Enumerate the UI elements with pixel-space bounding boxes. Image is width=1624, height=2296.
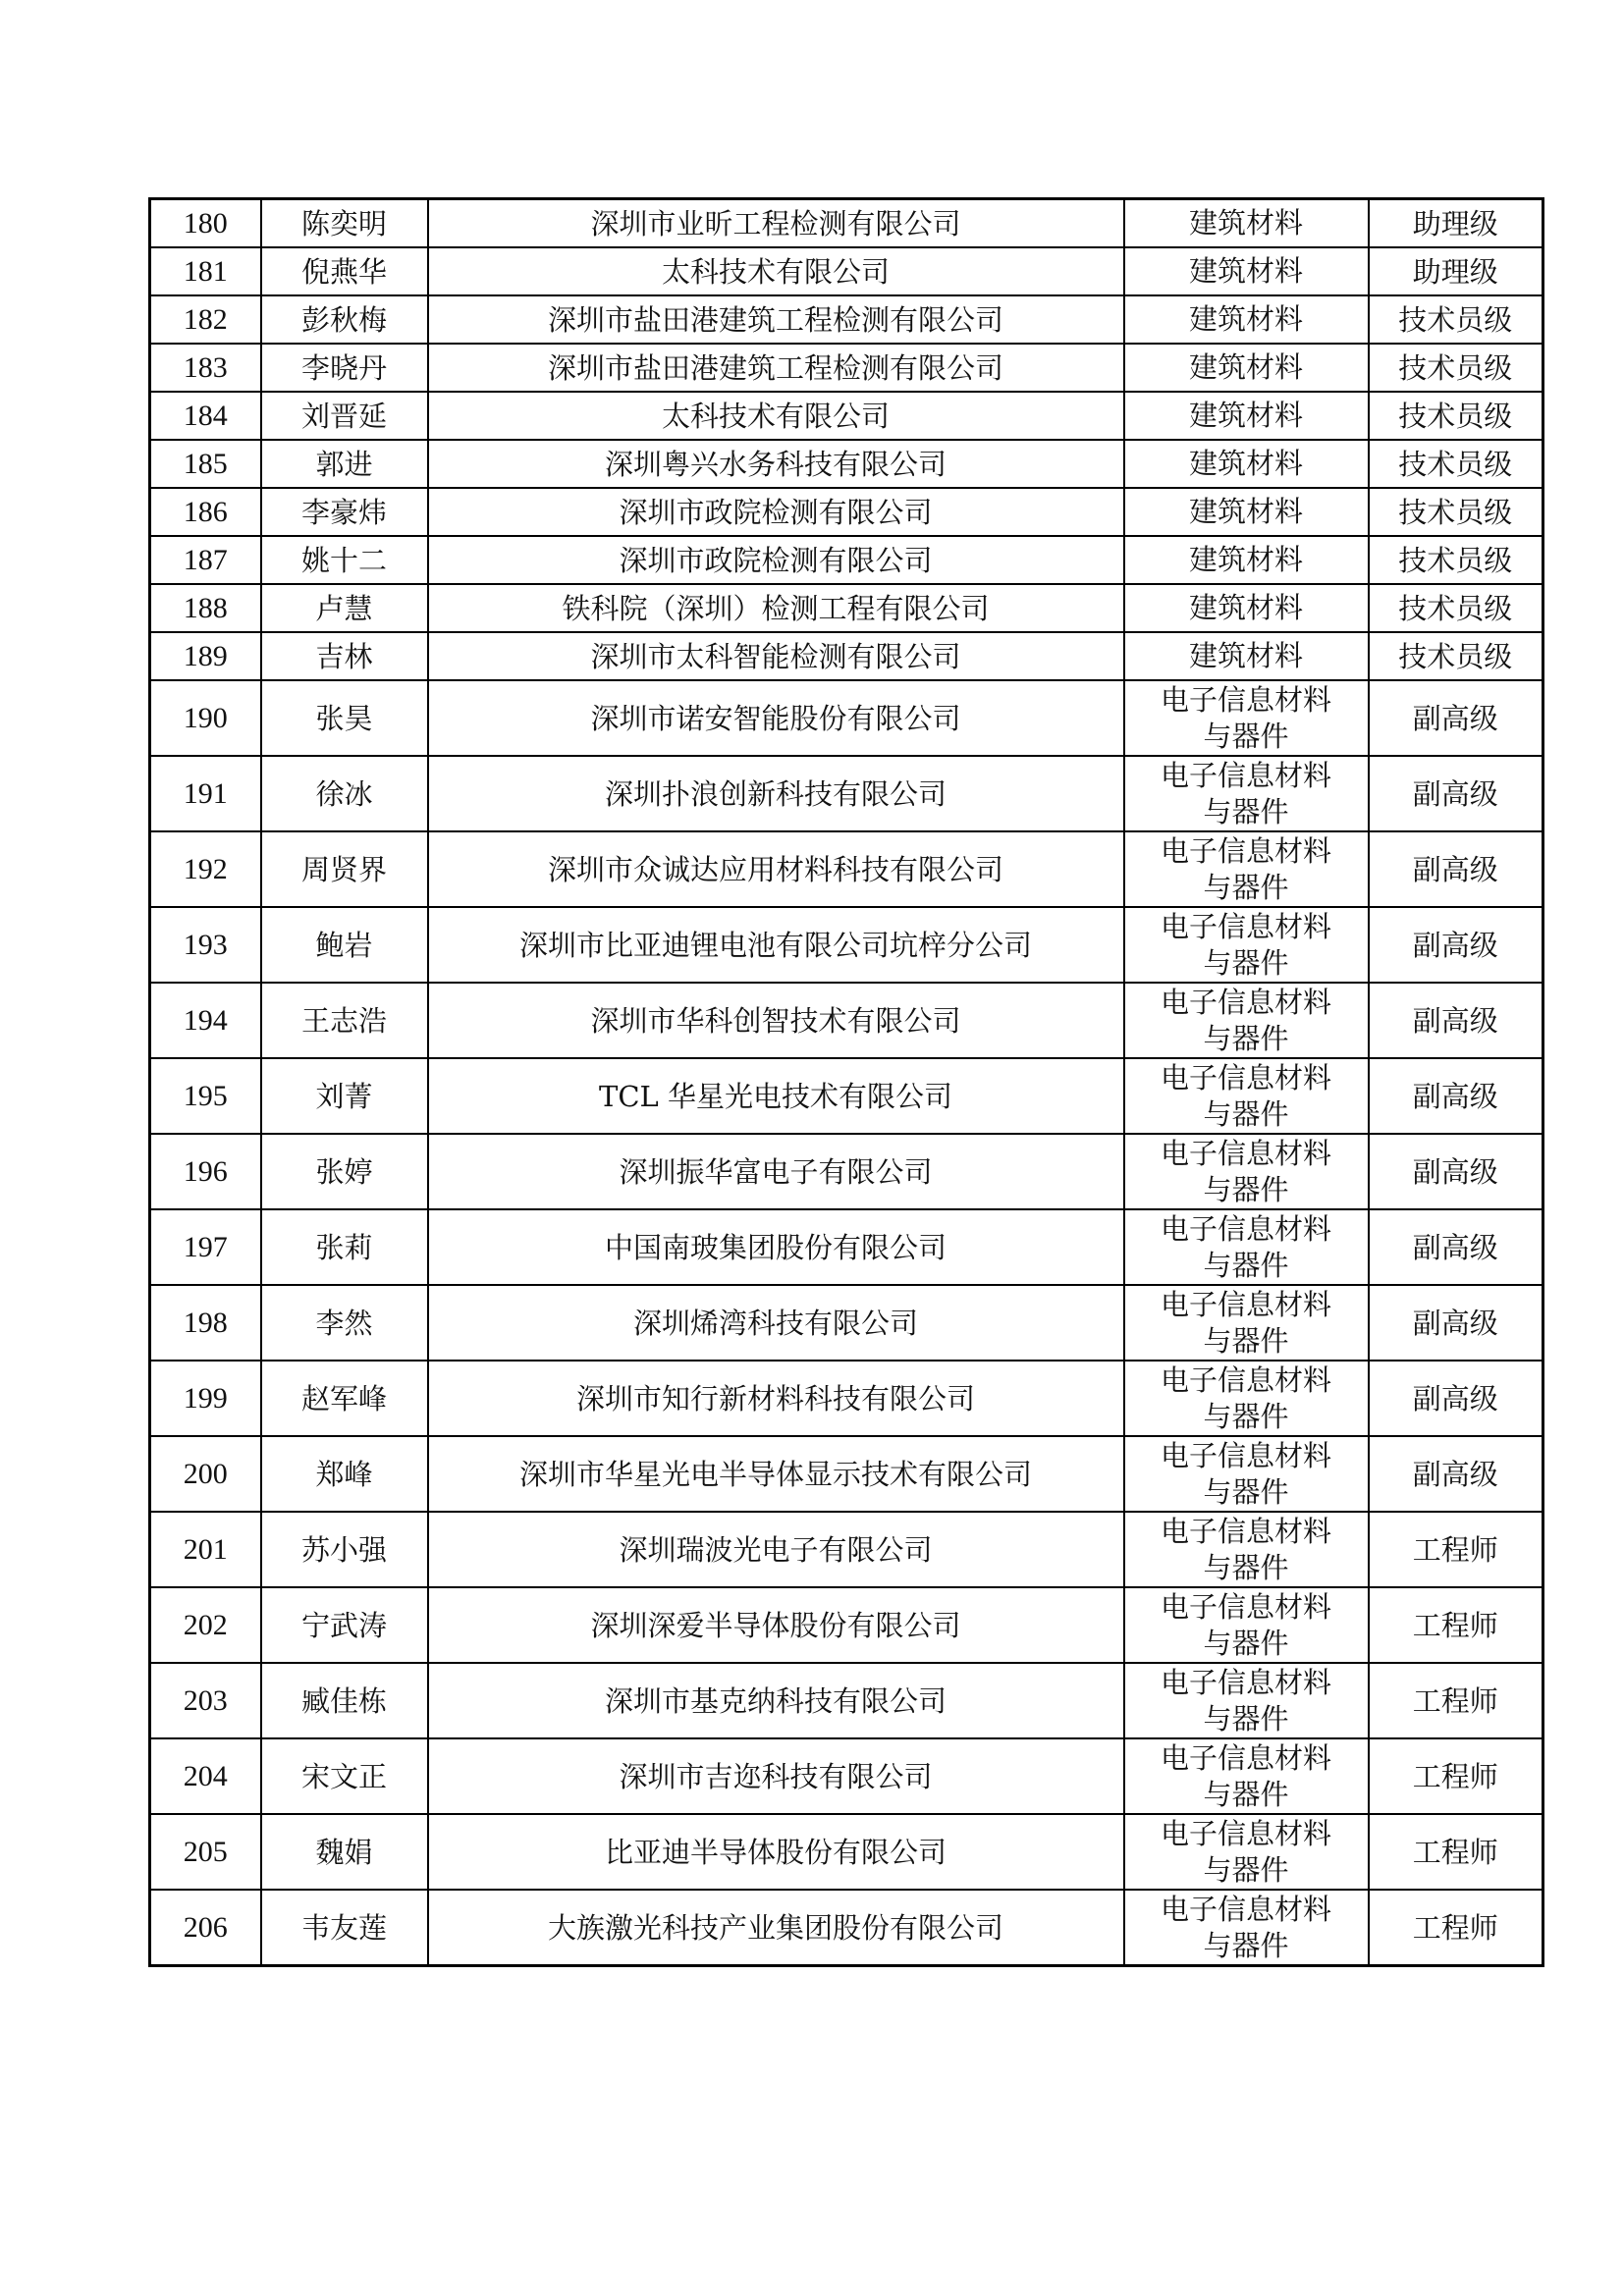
table-row	[150, 1738, 1543, 1814]
row-number-cell: 205	[150, 1814, 261, 1890]
row-number-cell: 196	[150, 1134, 261, 1209]
level-cell: 工程师	[1369, 1814, 1543, 1890]
table-row	[150, 1285, 1543, 1361]
major-text: 电子信息材料与器件	[1160, 1665, 1331, 1735]
major-cell: 建筑材料	[1124, 536, 1369, 584]
roster-table-body	[150, 199, 1543, 1966]
level-cell: 副高级	[1369, 1209, 1543, 1285]
person-name-cell: 李豪炜	[261, 488, 428, 536]
table-row	[150, 1209, 1543, 1285]
organization-cell: 深圳振华富电子有限公司	[428, 1134, 1124, 1209]
major-text: 电子信息材料与器件	[1160, 1362, 1331, 1433]
row-number-cell: 193	[150, 907, 261, 983]
row-number-cell: 180	[150, 199, 261, 248]
organization-cell: 深圳深爱半导体股份有限公司	[428, 1587, 1124, 1663]
major-text: 电子信息材料与器件	[1160, 1438, 1331, 1509]
row-number-cell: 184	[150, 392, 261, 440]
table-row	[150, 536, 1543, 584]
person-name-cell: 赵军峰	[261, 1361, 428, 1436]
level-cell: 副高级	[1369, 983, 1543, 1058]
major-cell: 建筑材料	[1124, 488, 1369, 536]
row-number-cell: 182	[150, 295, 261, 344]
major-cell	[1124, 1814, 1369, 1890]
major-cell: 建筑材料	[1124, 344, 1369, 392]
row-number-cell: 189	[150, 632, 261, 680]
major-cell	[1124, 1663, 1369, 1738]
row-number-cell: 194	[150, 983, 261, 1058]
person-name-cell: 刘晋延	[261, 392, 428, 440]
table-row	[150, 440, 1543, 488]
level-cell: 技术员级	[1369, 392, 1543, 440]
person-name-cell: 张昊	[261, 680, 428, 756]
person-name-cell: 臧佳栋	[261, 1663, 428, 1738]
major-cell	[1124, 1209, 1369, 1285]
person-name-cell: 韦友莲	[261, 1890, 428, 1966]
level-cell: 副高级	[1369, 907, 1543, 983]
organization-cell: 深圳扑浪创新科技有限公司	[428, 756, 1124, 831]
major-text: 电子信息材料与器件	[1160, 1136, 1331, 1206]
row-number-cell: 181	[150, 247, 261, 295]
organization-cell: 深圳市华科创智技术有限公司	[428, 983, 1124, 1058]
major-text: 电子信息材料与器件	[1160, 1589, 1331, 1660]
major-cell: 建筑材料	[1124, 440, 1369, 488]
organization-cell: 深圳市众诚达应用材料科技有限公司	[428, 831, 1124, 907]
level-cell: 工程师	[1369, 1512, 1543, 1587]
organization-cell: 深圳市知行新材料科技有限公司	[428, 1361, 1124, 1436]
level-cell: 副高级	[1369, 1436, 1543, 1512]
table-row	[150, 907, 1543, 983]
level-cell: 工程师	[1369, 1738, 1543, 1814]
person-name-cell: 徐冰	[261, 756, 428, 831]
table-row	[150, 1890, 1543, 1966]
level-cell: 工程师	[1369, 1890, 1543, 1966]
person-name-cell: 王志浩	[261, 983, 428, 1058]
organization-cell: 铁科院（深圳）检测工程有限公司	[428, 584, 1124, 632]
table-row	[150, 756, 1543, 831]
table-row	[150, 1587, 1543, 1663]
major-cell	[1124, 1058, 1369, 1134]
organization-cell: 深圳瑞波光电子有限公司	[428, 1512, 1124, 1587]
major-text: 电子信息材料与器件	[1160, 1287, 1331, 1358]
major-cell: 建筑材料	[1124, 584, 1369, 632]
major-cell: 建筑材料	[1124, 199, 1369, 248]
table-row	[150, 344, 1543, 392]
person-name-cell: 宁武涛	[261, 1587, 428, 1663]
major-cell	[1124, 1436, 1369, 1512]
table-row	[150, 983, 1543, 1058]
organization-cell: 太科技术有限公司	[428, 247, 1124, 295]
person-name-cell: 鲍岩	[261, 907, 428, 983]
person-name-cell: 卢慧	[261, 584, 428, 632]
level-cell: 助理级	[1369, 199, 1543, 248]
row-number-cell: 188	[150, 584, 261, 632]
major-text: 电子信息材料与器件	[1160, 682, 1331, 753]
table-row	[150, 632, 1543, 680]
major-text: 电子信息材料与器件	[1160, 833, 1331, 904]
level-cell: 副高级	[1369, 756, 1543, 831]
major-cell	[1124, 983, 1369, 1058]
table-row	[150, 247, 1543, 295]
person-name-cell: 周贤界	[261, 831, 428, 907]
row-number-cell: 206	[150, 1890, 261, 1966]
row-number-cell: 185	[150, 440, 261, 488]
organization-cell: 深圳市业昕工程检测有限公司	[428, 199, 1124, 248]
organization-cell: 深圳市盐田港建筑工程检测有限公司	[428, 344, 1124, 392]
person-name-cell: 李然	[261, 1285, 428, 1361]
level-cell: 副高级	[1369, 1058, 1543, 1134]
level-cell: 技术员级	[1369, 632, 1543, 680]
organization-cell: 比亚迪半导体股份有限公司	[428, 1814, 1124, 1890]
row-number-cell: 200	[150, 1436, 261, 1512]
table-row	[150, 1512, 1543, 1587]
person-name-cell: 吉林	[261, 632, 428, 680]
organization-cell: 深圳粤兴水务科技有限公司	[428, 440, 1124, 488]
level-cell: 副高级	[1369, 680, 1543, 756]
major-cell	[1124, 1361, 1369, 1436]
table-row	[150, 1134, 1543, 1209]
row-number-cell: 191	[150, 756, 261, 831]
organization-cell: 深圳市诺安智能股份有限公司	[428, 680, 1124, 756]
major-cell: 建筑材料	[1124, 295, 1369, 344]
major-text: 电子信息材料与器件	[1160, 1892, 1331, 1962]
row-number-cell: 199	[150, 1361, 261, 1436]
major-cell	[1124, 1512, 1369, 1587]
major-cell	[1124, 907, 1369, 983]
roster-table	[148, 197, 1544, 1967]
table-row	[150, 392, 1543, 440]
major-cell: 建筑材料	[1124, 392, 1369, 440]
row-number-cell: 183	[150, 344, 261, 392]
level-cell: 副高级	[1369, 1361, 1543, 1436]
major-text: 电子信息材料与器件	[1160, 1816, 1331, 1887]
organization-cell: TCL 华星光电技术有限公司	[428, 1058, 1124, 1134]
row-number-cell: 190	[150, 680, 261, 756]
person-name-cell: 张婷	[261, 1134, 428, 1209]
level-cell: 助理级	[1369, 247, 1543, 295]
organization-cell: 深圳市华星光电半导体显示技术有限公司	[428, 1436, 1124, 1512]
level-cell: 工程师	[1369, 1663, 1543, 1738]
major-cell	[1124, 1738, 1369, 1814]
level-cell: 副高级	[1369, 831, 1543, 907]
major-text: 电子信息材料与器件	[1160, 1740, 1331, 1811]
table-row	[150, 680, 1543, 756]
table-row	[150, 1663, 1543, 1738]
organization-cell: 大族激光科技产业集团股份有限公司	[428, 1890, 1124, 1966]
organization-cell: 深圳市太科智能检测有限公司	[428, 632, 1124, 680]
major-cell	[1124, 1285, 1369, 1361]
person-name-cell: 刘菁	[261, 1058, 428, 1134]
row-number-cell: 192	[150, 831, 261, 907]
organization-cell: 中国南玻集团股份有限公司	[428, 1209, 1124, 1285]
major-text: 电子信息材料与器件	[1160, 1514, 1331, 1584]
table-row	[150, 488, 1543, 536]
table-row	[150, 584, 1543, 632]
level-cell: 技术员级	[1369, 488, 1543, 536]
major-cell	[1124, 680, 1369, 756]
row-number-cell: 201	[150, 1512, 261, 1587]
level-cell: 工程师	[1369, 1587, 1543, 1663]
major-cell	[1124, 831, 1369, 907]
row-number-cell: 202	[150, 1587, 261, 1663]
row-number-cell: 186	[150, 488, 261, 536]
organization-cell: 太科技术有限公司	[428, 392, 1124, 440]
major-text: 电子信息材料与器件	[1160, 758, 1331, 828]
organization-cell: 深圳市比亚迪锂电池有限公司坑梓分公司	[428, 907, 1124, 983]
level-cell: 技术员级	[1369, 344, 1543, 392]
row-number-cell: 203	[150, 1663, 261, 1738]
person-name-cell: 郑峰	[261, 1436, 428, 1512]
person-name-cell: 李晓丹	[261, 344, 428, 392]
person-name-cell: 张莉	[261, 1209, 428, 1285]
person-name-cell: 宋文正	[261, 1738, 428, 1814]
row-number-cell: 187	[150, 536, 261, 584]
person-name-cell: 彭秋梅	[261, 295, 428, 344]
organization-cell: 深圳市基克纳科技有限公司	[428, 1663, 1124, 1738]
major-text: 电子信息材料与器件	[1160, 985, 1331, 1055]
major-cell	[1124, 1587, 1369, 1663]
table-row	[150, 1436, 1543, 1512]
person-name-cell: 郭进	[261, 440, 428, 488]
level-cell: 技术员级	[1369, 295, 1543, 344]
row-number-cell: 195	[150, 1058, 261, 1134]
organization-cell: 深圳市政院检测有限公司	[428, 488, 1124, 536]
table-row	[150, 199, 1543, 248]
major-text: 电子信息材料与器件	[1160, 909, 1331, 980]
major-cell: 建筑材料	[1124, 632, 1369, 680]
level-cell: 技术员级	[1369, 440, 1543, 488]
level-cell: 副高级	[1369, 1285, 1543, 1361]
table-row	[150, 1058, 1543, 1134]
table-row	[150, 831, 1543, 907]
row-number-cell: 204	[150, 1738, 261, 1814]
organization-cell: 深圳市盐田港建筑工程检测有限公司	[428, 295, 1124, 344]
major-text: 电子信息材料与器件	[1160, 1060, 1331, 1131]
person-name-cell: 苏小强	[261, 1512, 428, 1587]
major-cell	[1124, 756, 1369, 831]
row-number-cell: 198	[150, 1285, 261, 1361]
table-row	[150, 1814, 1543, 1890]
person-name-cell: 姚十二	[261, 536, 428, 584]
level-cell: 技术员级	[1369, 536, 1543, 584]
table-row	[150, 1361, 1543, 1436]
major-cell	[1124, 1134, 1369, 1209]
person-name-cell: 倪燕华	[261, 247, 428, 295]
level-cell: 技术员级	[1369, 584, 1543, 632]
major-cell: 建筑材料	[1124, 247, 1369, 295]
table-row	[150, 295, 1543, 344]
person-name-cell: 陈奕明	[261, 199, 428, 248]
major-cell	[1124, 1890, 1369, 1966]
organization-cell: 深圳市吉迩科技有限公司	[428, 1738, 1124, 1814]
organization-cell: 深圳市政院检测有限公司	[428, 536, 1124, 584]
row-number-cell: 197	[150, 1209, 261, 1285]
major-text: 电子信息材料与器件	[1160, 1211, 1331, 1282]
organization-cell: 深圳烯湾科技有限公司	[428, 1285, 1124, 1361]
level-cell: 副高级	[1369, 1134, 1543, 1209]
person-name-cell: 魏娟	[261, 1814, 428, 1890]
